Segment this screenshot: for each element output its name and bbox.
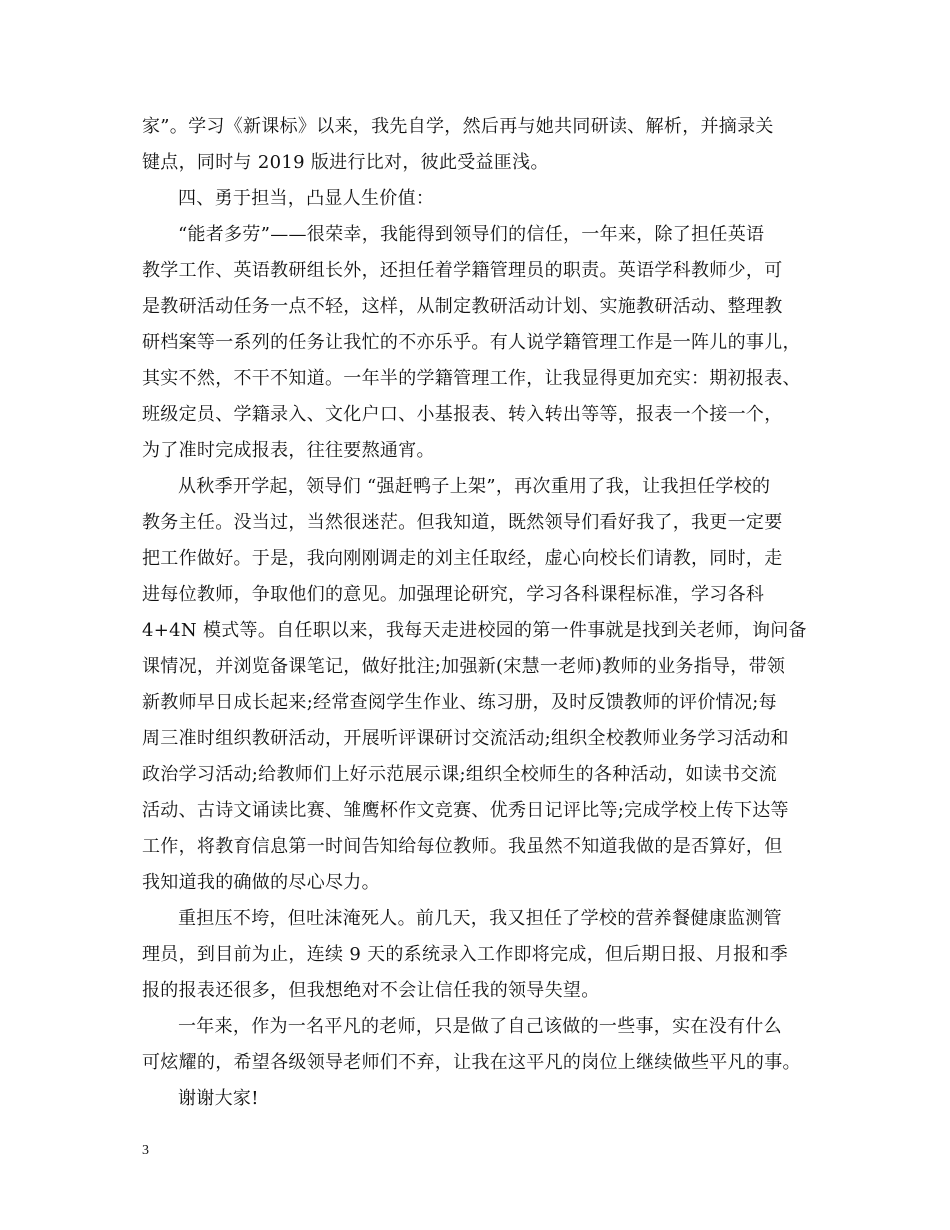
closing-line: 谢谢大家! (178, 1088, 259, 1109)
text-line: 研档案等一系列的任务让我忙的不亦乐乎。有人说学籍管理工作是一阵儿的事儿， (142, 332, 801, 353)
text-line: 一年来，作为一名平凡的老师，只是做了自己该做的一些事，实在没有什么 (178, 1016, 782, 1037)
text-line: 政治学习活动;给教师们上好示范展示课;组织全校师生的各种活动，如读书交流 (142, 764, 777, 785)
text-line: 键点，同时与 2019 版进行比对，彼此受益匪浅。 (142, 152, 549, 173)
text-line: 报的报表还很多，但我想绝对不会让信任我的领导失望。 (142, 980, 600, 1001)
text-line: 班级定员、学籍录入、文化户口、小基报表、转入转出等等，报表一个接一个， (142, 404, 783, 425)
section-heading: 四、勇于担当，凸显人生价值： (178, 188, 435, 209)
text-line: 4+4N 模式等。自任职以来，我每天走进校园的第一件事就是找到关老师，询问备 (142, 620, 807, 641)
text-line: 理员，到目前为止，连续 9 天的系统录入工作即将完成，但后期日报、月报和季 (142, 944, 788, 965)
page-number: 3 (142, 1143, 149, 1158)
text-line: 进每位教师，争取他们的意见。加强理论研究，学习各科课程标准，学习各科 (142, 584, 765, 605)
text-line: 是教研活动任务一点不轻，这样，从制定教研活动计划、实施教研活动、整理教 (142, 296, 783, 317)
text-line: 活动、古诗文诵读比赛、雏鹰杯作文竞赛、优秀日记评比等;完成学校上传下达等 (142, 800, 789, 821)
text-line: 家”。学习《新课标》以来，我先自学，然后再与她共同研读、解析，并摘录关 (142, 116, 774, 137)
text-line: 教务主任。没当过，当然很迷茫。但我知道，既然领导们看好我了，我更一定要 (142, 512, 783, 533)
text-line: 新教师早日成长起来;经常查阅学生作业、练习册，及时反馈教师的评价情况;每 (142, 692, 777, 713)
text-line: 周三准时组织教研活动，开展听评课研讨交流活动;组织全校教师业务学习活动和 (142, 728, 789, 749)
text-line: 我知道我的确做的尽心尽力。 (142, 872, 380, 893)
text-line: 从秋季开学起，领导们 “强赶鸭子上架”，再次重用了我，让我担任学校的 (178, 476, 771, 497)
text-line: 其实不然，不干不知道。一年半的学籍管理工作，让我显得更加充实：期初报表、 (142, 368, 801, 389)
text-line: 重担压不垮，但吐沫淹死人。前几天，我又担任了学校的营养餐健康监测管 (178, 908, 782, 929)
text-line: 为了准时完成报表，往往要熬通宵。 (142, 440, 435, 461)
text-line: 教学工作、英语教研组长外，还担任着学籍管理员的职责。英语学科教师少，可 (142, 260, 783, 281)
text-line: “能者多劳”——很荣幸，我能得到领导们的信任，一年来，除了担任英语 (178, 224, 765, 245)
text-line: 把工作做好。于是，我向刚刚调走的刘主任取经，虚心向校长们请教，同时，走 (142, 548, 783, 569)
text-line: 课情况，并浏览备课笔记，做好批注;加强新(宋慧一老师)教师的业务指导，带领 (142, 656, 786, 677)
text-line: 工作，将教育信息第一时间告知给每位教师。我虽然不知道我做的是否算好，但 (142, 836, 783, 857)
text-line: 可炫耀的，希望各级领导老师们不弃，让我在这平凡的岗位上继续做些平凡的事。 (142, 1052, 801, 1073)
